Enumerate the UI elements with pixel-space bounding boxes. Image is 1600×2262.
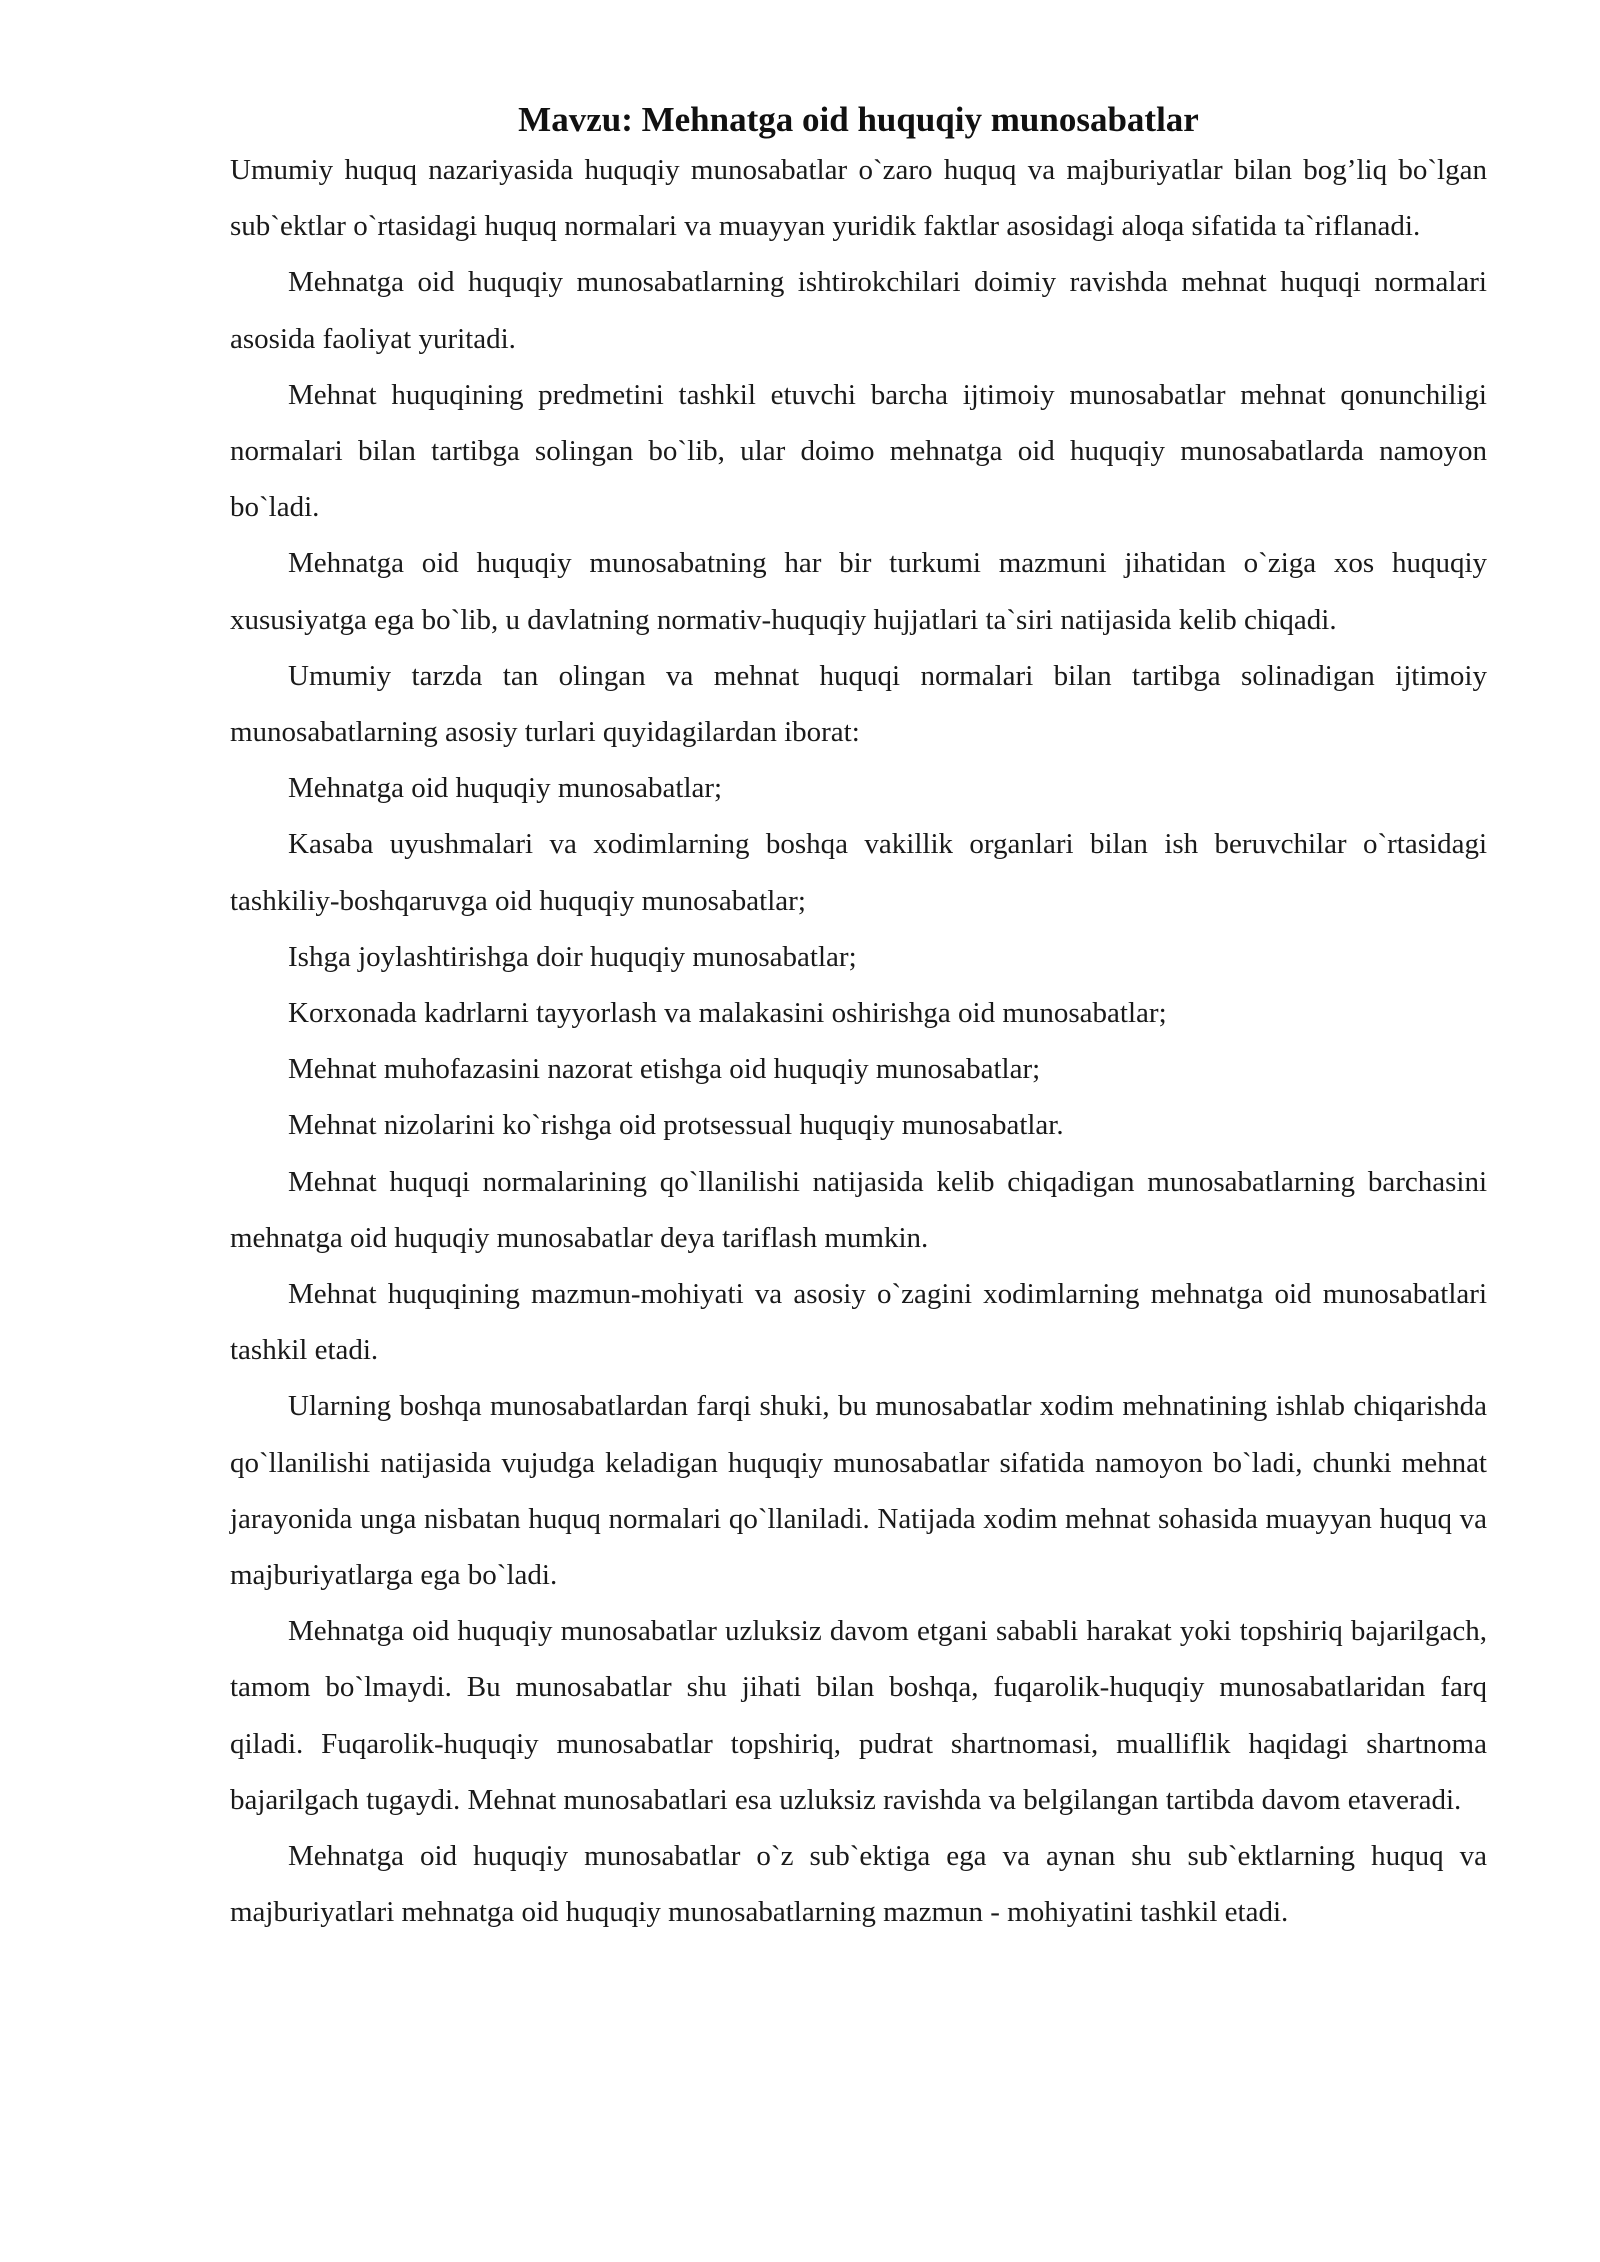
paragraph: Mehnatga oid huquqiy munosabatning har bir turkumi mazmuni jihatidan o`ziga xos huquqiy xususiyatga ega bo`lib, u davlatning normativ-huquqiy hujjatlari ta`siri natijasida kelib chiqadi. (230, 547, 1487, 636)
paragraph: Mehnatga oid huquqiy munosabatlar uzluksiz davom etgani sababli harakat yoki topshiriq bajarilgach, tamom bo`lmaydi. Bu munosabatlar shu jihati bilan boshqa, fuqarolik-huquqiy munosabatlaridan farq qiladi. Fuqarolik-huquqiy munosabatlar topshiriq, pudrat shartnomasi, mualliflik haqidagi shartnoma bajarilgach tugaydi. Mehnat munosabatlari esa uzluksiz ravishda va belgilangan tartibda davom etaveradi. (230, 1615, 1487, 1816)
paragraph: Mehnat huquqining predmetini tashkil etuvchi barcha ijtimoiy munosabatlar mehnat qonunchiligi normalari bilan tartibga solingan bo`lib, ular doimo mehnatga oid huquqiy munosabatlarda namoyon bo`ladi. (230, 378, 1487, 524)
paragraph-definition: Umumiy huquq nazariyasida huquqiy munosabatlar o`zaro huquq va majburiyatlar bilan bog’liq bo`lgan sub`ektlar o`rtasidagi huquq normalari va muayyan yuridik faktlar asosidagi aloqa sifatida ta`riflanadi. (230, 154, 1487, 243)
paragraph: Umumiy tarzda tan olingan va mehnat huquqi normalari bilan tartibga solinadigan ijtimoiy munosabatlarning asosiy turlari quyidagilardan iborat: (230, 659, 1487, 749)
list-item: Mehnat nizolarini ko`rishga oid protsessual huquqiy munosabatlar. (288, 1109, 1064, 1142)
list-item: Mehnat muhofazasini nazorat etishga oid huquqiy munosabatlar; (288, 1053, 1041, 1086)
list-item: Ishga joylashtirishga doir huquqiy munosabatlar; (288, 940, 857, 973)
paragraph: Mehnatga oid huquqiy munosabatlar o`z sub`ektiga ega va aynan shu sub`ektlarning huquq va majburiyatlari mehnatga oid huquqiy munosabatlarning mazmun - mohiyatini tashkil etadi. (230, 1840, 1487, 1929)
list-item: Korxonada kadrlarni tayyorlash va malakasini oshirishga oid munosabatlar; (288, 997, 1167, 1030)
list-item: Mehnatga oid huquqiy munosabatlar; (288, 772, 723, 805)
paragraph: Ularning boshqa munosabatlardan farqi shuki, bu munosabatlar xodim mehnatining ishlab chiqarishda qo`llanilishi natijasida vujudga keladigan huquqiy munosabatlar sifatida namoyon bo`ladi, chunki mehnat jarayonida unga nisbatan huquq normalari qo`llaniladi. Natijada xodim mehnat sohasida muayyan huquq va majburiyatlarga ega bo`ladi. (230, 1390, 1487, 1592)
paragraph: Mehnat huquqining mazmun-mohiyati va asosiy o`zagini xodimlarning mehnatga oid munosabatlari tashkil etadi. (230, 1278, 1487, 1367)
paragraph: Mehnatga oid huquqiy munosabatlarning ishtirokchilari doimiy ravishda mehnat huquqi normalari asosida faoliyat yuritadi. (230, 266, 1487, 355)
list-item: Kasaba uyushmalari va xodimlarning boshqa vakillik organlari bilan ish beruvchilar o`rtasidagi tashkiliy-boshqaruvga oid huquqiy munosabatlar; (230, 828, 1487, 917)
document-body (230, 88, 1487, 1941)
document-title: Mavzu: Mehnatga oid huquqiy munosabatlar (518, 100, 1199, 139)
paragraph: Mehnat huquqi normalarining qo`llanilishi natijasida kelib chiqadigan munosabatlarning barchasini mehnatga oid huquqiy munosabatlar deya tariflash mumkin. (230, 1165, 1487, 1254)
